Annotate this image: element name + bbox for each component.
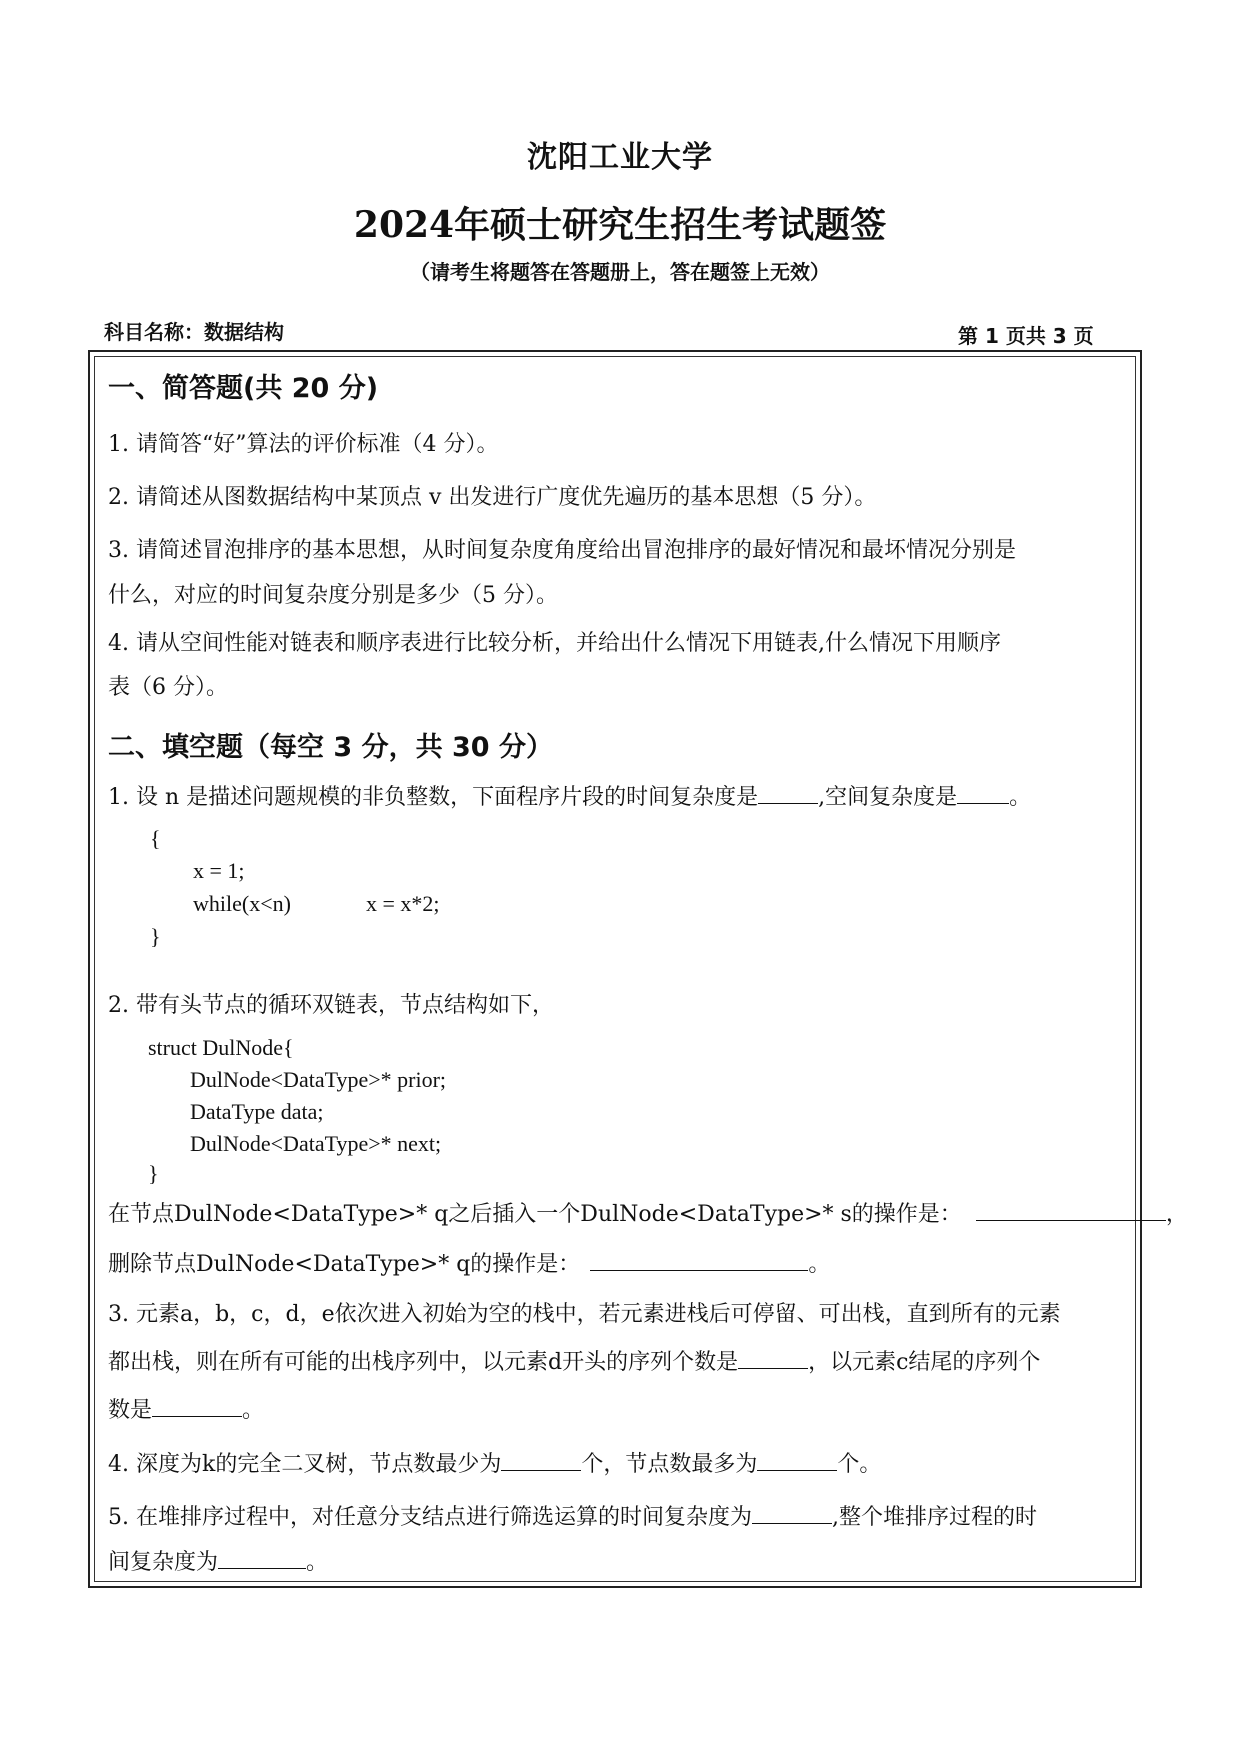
s2q4-text-b: 个，节点数最多为 [581,1452,758,1477]
s2q3-line3a: 数是 [108,1398,153,1423]
code-line: struct DulNode{ [148,1035,294,1060]
code-line: DulNode<DataType>* next; [190,1131,442,1156]
s2q5-line2b: 。 [306,1550,329,1575]
s2q1-text-c: 。 [1009,785,1032,810]
code-line: x = 1; [193,858,245,883]
page-info: 第 1 页共 3 页 [958,324,1094,348]
code-open-brace: { [150,826,161,851]
s1-question-3-line2: 什么，对应的时间复杂度分别是多少（5 分）。 [108,583,558,608]
answer-blank [752,1503,832,1524]
section2-heading: 二、填空题（每空 3 分，共 30 分） [108,732,553,763]
answer-blank [738,1348,808,1369]
s2-question-2: 2. 带有头节点的循环双链表，节点结构如下， [108,993,554,1018]
answer-blank [757,1450,837,1471]
s2q2-insert-line [108,1197,1188,1228]
s2q2-delete-line [108,1247,830,1278]
s2q5-line1 [108,1500,1037,1531]
answer-blank [957,783,1009,804]
s2q5-line1b: ,整个堆排序过程的时 [832,1505,1037,1530]
s2q4-text-a: 4. 深度为k的完全二叉树，节点数最少为 [108,1452,502,1477]
code-close-brace: } [150,924,161,949]
code-line: while(x<n) [193,891,291,916]
answer-blank [758,783,818,804]
code-line: x = x*2; [366,891,440,916]
s1-question-3-line1: 3. 请简述冒泡排序的基本思想，从时间复杂度角度给出冒泡排序的最好情况和最坏情况分别是 [108,538,1016,563]
s2q3-line2 [108,1345,1040,1376]
answer-blank [501,1450,581,1471]
code-line: DulNode<DataType>* prior; [190,1067,447,1092]
s2q3-line3 [108,1393,264,1424]
s2q3-line3b: 。 [242,1398,265,1423]
s2q1-text-b: ,空间复杂度是 [818,785,958,810]
s2q2-insert-text: 在节点DulNode<DataType>* q之后插入一个DulNode<DataType>* s的操作是： [108,1202,962,1227]
s1-question-2: 2. 请简述从图数据结构中某顶点 v 出发进行广度优先遍历的基本思想（5 分）。 [108,485,877,510]
s2q3-line1: 3. 元素a，b，c，d，e依次进入初始为空的栈中，若元素进栈后可停留、可出栈，直到所有的元素 [108,1302,1061,1327]
s1-question-4-line2: 表（6 分）。 [108,675,228,700]
s2q2-delete-text: 删除节点DulNode<DataType>* q的操作是： [108,1252,581,1277]
s2q2-delete-end: 。 [808,1252,831,1277]
code-line: DataType data; [190,1099,324,1124]
code-close-brace: } [148,1161,159,1186]
answer-blank [976,1200,1166,1221]
answer-blank [218,1548,306,1569]
s2-question-4 [108,1447,881,1478]
answer-blank [152,1396,242,1417]
s2q2-insert-end: ， [1165,1202,1188,1227]
s2q5-line1a: 5. 在堆排序过程中，对任意分支结点进行筛选运算的时间复杂度为 [108,1505,752,1530]
subject-name: 科目名称：数据结构 [104,320,284,344]
s2q5-line2 [108,1545,328,1576]
s2q3-line2b: ，以元素c结尾的序列个 [808,1350,1041,1375]
section1-heading: 一、简答题(共 20 分) [108,373,379,404]
s2-question-1 [108,780,1031,811]
s1-question-4-line1: 4. 请从空间性能对链表和顺序表进行比较分析，并给出什么情况下用链表,什么情况下用顺序 [108,631,1001,656]
answer-blank [590,1250,808,1271]
university-name: 沈阳工业大学 [527,140,713,175]
s2q5-line2a: 间复杂度为 [108,1550,219,1575]
s2q1-text-a: 1. 设 n 是描述问题规模的非负整数，下面程序片段的时间复杂度是 [108,785,759,810]
exam-notice: （请考生将题答在答题册上，答在题签上无效） [410,260,830,284]
s2q4-text-c: 个。 [837,1452,882,1477]
s1-question-1: 1. 请简答“好”算法的评价标准（4 分）。 [108,432,499,457]
exam-title: 2024年硕士研究生招生考试题签 [353,204,887,246]
s2q3-line2a: 都出栈，则在所有可能的出栈序列中，以元素d开头的序列个数是 [108,1350,739,1375]
